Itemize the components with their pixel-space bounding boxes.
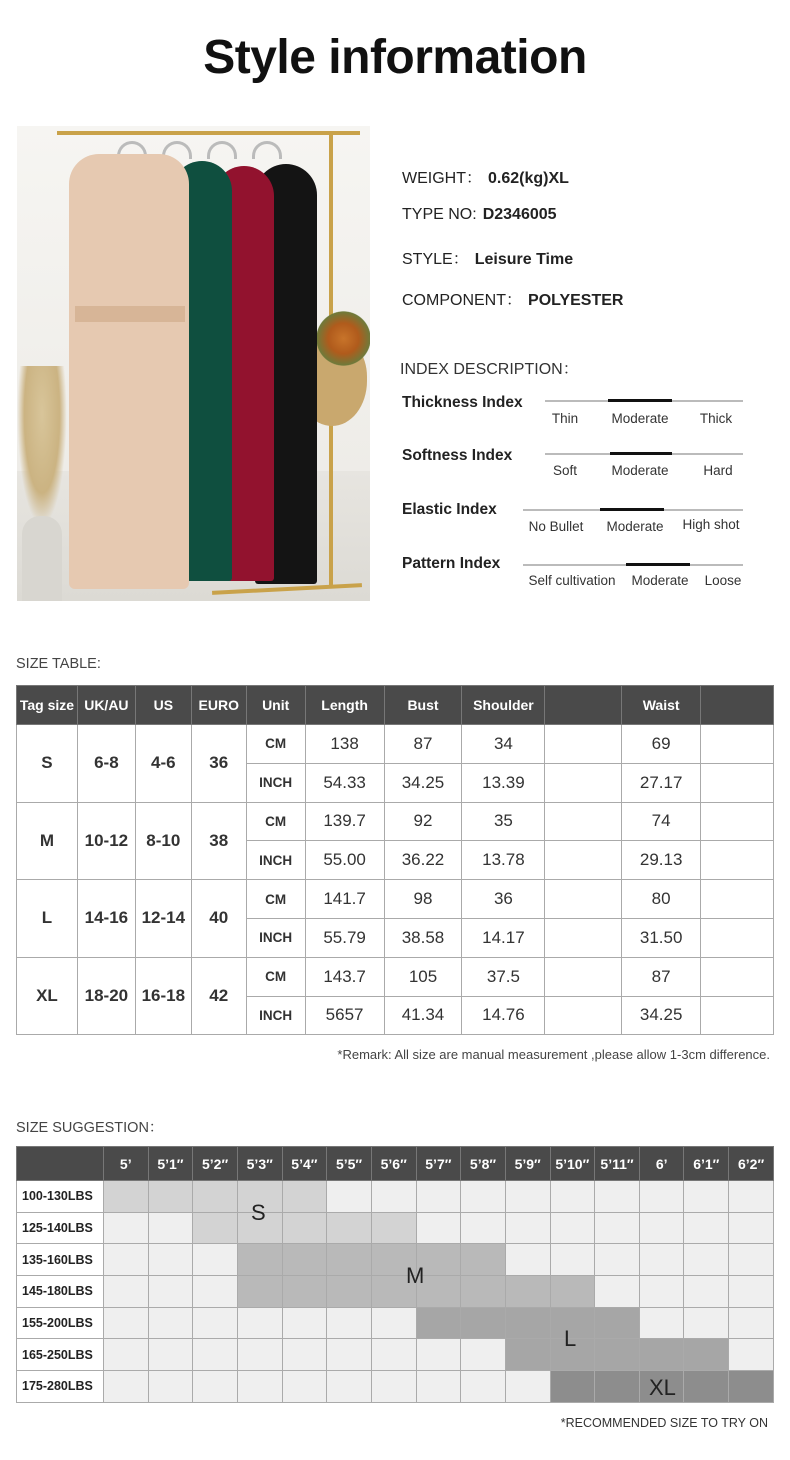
height-header: 6’1″: [684, 1147, 729, 1181]
grid-cell: [505, 1307, 550, 1339]
measure-cell: 98: [384, 880, 462, 919]
grid-cell: [639, 1244, 684, 1276]
unit-cell: INCH: [246, 763, 305, 802]
beige-jumpsuit: [69, 154, 189, 589]
grid-cell: [193, 1244, 238, 1276]
size-table-label: SIZE TABLE:: [16, 656, 101, 672]
grid-cell: [505, 1339, 550, 1371]
grid-cell: [282, 1371, 327, 1403]
us-cell: 4-6: [135, 725, 191, 803]
measure-cell: 14.76: [462, 996, 545, 1035]
header-cell: [701, 686, 774, 725]
measure-cell: 34: [462, 725, 545, 764]
grid-cell: [684, 1339, 729, 1371]
height-header: 5’3″: [237, 1147, 282, 1181]
pattern-option: Loose: [704, 573, 742, 588]
thickness-index-label: Thickness Index: [402, 394, 523, 411]
measure-cell: 38.58: [384, 918, 462, 957]
grid-cell: [282, 1339, 327, 1371]
measure-cell: [545, 880, 622, 919]
euro-cell: 38: [191, 802, 246, 880]
height-header: 5’5″: [327, 1147, 372, 1181]
elastic-option: High shot: [682, 517, 740, 532]
pattern-option: Self cultivation: [528, 573, 616, 588]
height-header: 5’11″: [595, 1147, 640, 1181]
tag-size-cell: L: [17, 880, 78, 958]
grid-cell: [193, 1371, 238, 1403]
weight-row: [17, 1244, 774, 1276]
grid-cell: [193, 1339, 238, 1371]
grid-cell: [595, 1212, 640, 1244]
grid-cell: [148, 1181, 193, 1213]
grid-cell: [237, 1339, 282, 1371]
measure-cell: 87: [384, 725, 462, 764]
grid-cell: [282, 1181, 327, 1213]
measure-cell: 143.7: [305, 957, 384, 996]
measure-cell: 34.25: [622, 996, 701, 1035]
component-row: COMPONENT： POLYESTER: [402, 292, 624, 309]
measure-cell: 34.25: [384, 763, 462, 802]
page-title: Style information: [203, 31, 587, 84]
size-table: [16, 685, 774, 1035]
grid-cell: [595, 1244, 640, 1276]
measure-cell: [545, 918, 622, 957]
height-header: 5’6″: [371, 1147, 416, 1181]
product-photo: [17, 126, 370, 601]
size-suggestion-grid: [16, 1146, 774, 1403]
weight-row: [17, 1339, 774, 1371]
measure-cell: [545, 957, 622, 996]
grid-cell: [327, 1371, 372, 1403]
weight-label: 165-250LBS: [17, 1339, 104, 1371]
euro-cell: 36: [191, 725, 246, 803]
grid-cell: [639, 1276, 684, 1308]
weight-label: 175-280LBS: [17, 1371, 104, 1403]
grid-cell: [148, 1212, 193, 1244]
grid-cell: [461, 1339, 506, 1371]
measure-cell: 87: [622, 957, 701, 996]
grid-cell: [595, 1181, 640, 1213]
elastic-option: No Bullet: [528, 519, 584, 534]
weight-row: [17, 1181, 774, 1213]
measure-cell: [545, 725, 622, 764]
type-no-row: TYPE NO: D2346005: [402, 206, 557, 223]
zone-label-l: L: [564, 1326, 577, 1351]
grid-cell: [193, 1276, 238, 1308]
zone-label-m: M: [406, 1263, 425, 1288]
unit-cell: CM: [246, 802, 305, 841]
grid-cell: [237, 1371, 282, 1403]
grid-cell: [327, 1307, 372, 1339]
uk-au-cell: 18-20: [77, 957, 135, 1035]
grid-cell: [595, 1371, 640, 1403]
measure-cell: [545, 763, 622, 802]
grid-cell: [371, 1307, 416, 1339]
grid-cell: [684, 1244, 729, 1276]
grid-cell: [282, 1244, 327, 1276]
grid-cell: [505, 1276, 550, 1308]
weight-label: 155-200LBS: [17, 1307, 104, 1339]
measure-cell: 37.5: [462, 957, 545, 996]
grid-cell: [505, 1212, 550, 1244]
grid-cell: [595, 1307, 640, 1339]
header-cell: Unit: [246, 686, 305, 725]
recommend-note: *RECOMMENDED SIZE TO TRY ON: [560, 1416, 768, 1430]
grid-cell: [550, 1371, 595, 1403]
measure-cell: 27.17: [622, 763, 701, 802]
height-header: 6’: [639, 1147, 684, 1181]
measure-cell: 55.79: [305, 918, 384, 957]
measure-cell: [701, 763, 774, 802]
unit-cell: CM: [246, 957, 305, 996]
size-row-cm: [17, 725, 774, 764]
grid-cell: [327, 1181, 372, 1213]
weight-row: [17, 1307, 774, 1339]
measure-cell: 139.7: [305, 802, 384, 841]
height-header: 5’10″: [550, 1147, 595, 1181]
grid-cell: [416, 1181, 461, 1213]
grid-cell: [729, 1244, 774, 1276]
measure-cell: 14.17: [462, 918, 545, 957]
measure-cell: 5657: [305, 996, 384, 1035]
uk-au-cell: 14-16: [77, 880, 135, 958]
corner-cell: [17, 1147, 104, 1181]
pattern-option: Moderate: [631, 573, 689, 588]
measure-cell: 54.33: [305, 763, 384, 802]
measure-cell: 74: [622, 802, 701, 841]
elastic-index-label: Elastic Index: [402, 501, 497, 518]
grid-cell: [461, 1371, 506, 1403]
weight-label: 135-160LBS: [17, 1244, 104, 1276]
measure-cell: 35: [462, 802, 545, 841]
grid-cell: [505, 1244, 550, 1276]
us-cell: 8-10: [135, 802, 191, 880]
size-suggestion-label: SIZE SUGGESTION：: [16, 1120, 164, 1136]
measure-cell: [701, 880, 774, 919]
grid-cell: [729, 1212, 774, 1244]
measure-cell: 41.34: [384, 996, 462, 1035]
grid-cell: [327, 1339, 372, 1371]
grid-cell: [371, 1181, 416, 1213]
grid-cell: [550, 1244, 595, 1276]
grid-cell: [371, 1339, 416, 1371]
grid-cell: [371, 1212, 416, 1244]
measure-cell: 138: [305, 725, 384, 764]
measure-cell: [701, 802, 774, 841]
weight-label: 100-130LBS: [17, 1181, 104, 1213]
grid-cell: [103, 1212, 148, 1244]
grid-cell: [595, 1276, 640, 1308]
softness-option: Hard: [703, 463, 733, 478]
measure-cell: 36.22: [384, 841, 462, 880]
grid-cell: [327, 1212, 372, 1244]
measure-cell: 13.78: [462, 841, 545, 880]
grid-cell: [193, 1307, 238, 1339]
softness-option: Moderate: [611, 463, 669, 478]
grid-cell: [416, 1339, 461, 1371]
measure-cell: [701, 725, 774, 764]
grid-cell: [684, 1371, 729, 1403]
grid-cell: [729, 1307, 774, 1339]
thickness-option: Thin: [551, 411, 579, 426]
uk-au-cell: 10-12: [77, 802, 135, 880]
grid-cell: [282, 1307, 327, 1339]
grid-cell: [416, 1371, 461, 1403]
grid-cell: [684, 1276, 729, 1308]
grid-cell: [148, 1276, 193, 1308]
unit-cell: CM: [246, 880, 305, 919]
unit-cell: INCH: [246, 841, 305, 880]
height-header: 5’1″: [148, 1147, 193, 1181]
grid-cell: [148, 1371, 193, 1403]
height-header: 5’7″: [416, 1147, 461, 1181]
grid-cell: [193, 1181, 238, 1213]
weight-row: WEIGHT： 0.62(kg)XL: [402, 170, 569, 187]
height-header: 5’: [103, 1147, 148, 1181]
grid-cell: [148, 1244, 193, 1276]
elastic-selected-marker: [600, 508, 664, 511]
measure-cell: [701, 841, 774, 880]
measure-cell: 80: [622, 880, 701, 919]
us-cell: 12-14: [135, 880, 191, 958]
measure-cell: 29.13: [622, 841, 701, 880]
grid-cell: [595, 1339, 640, 1371]
softness-selected-marker: [610, 452, 672, 455]
grid-cell: [103, 1276, 148, 1308]
grid-cell: [639, 1307, 684, 1339]
grid-cell: [103, 1307, 148, 1339]
grid-cell: [148, 1339, 193, 1371]
grid-cell: [416, 1212, 461, 1244]
measure-cell: 141.7: [305, 880, 384, 919]
size-table-header: [17, 686, 774, 725]
height-header: 5’8″: [461, 1147, 506, 1181]
height-header: 6’2″: [729, 1147, 774, 1181]
header-cell: US: [135, 686, 191, 725]
grid-cell: [327, 1276, 372, 1308]
softness-option: Soft: [552, 463, 577, 478]
height-header-row: [17, 1147, 774, 1181]
zone-label-s: S: [251, 1200, 266, 1225]
grid-cell: [729, 1181, 774, 1213]
measure-cell: [701, 918, 774, 957]
thickness-option: Moderate: [611, 411, 669, 426]
grid-cell: [550, 1181, 595, 1213]
grid-cell: [684, 1181, 729, 1213]
thickness-selected-marker: [608, 399, 672, 402]
header-cell: EURO: [191, 686, 246, 725]
header-cell: Tag size: [17, 686, 78, 725]
grid-cell: [416, 1307, 461, 1339]
grid-cell: [729, 1276, 774, 1308]
grid-cell: [103, 1244, 148, 1276]
size-row-cm: [17, 802, 774, 841]
grid-cell: [148, 1307, 193, 1339]
unit-cell: INCH: [246, 996, 305, 1035]
weight-row: [17, 1276, 774, 1308]
size-row-cm: [17, 880, 774, 919]
header-cell: Shoulder: [462, 686, 545, 725]
height-header: 5’9″: [505, 1147, 550, 1181]
pattern-selected-marker: [626, 563, 690, 566]
header-cell: UK/AU: [77, 686, 135, 725]
weight-label: 125-140LBS: [17, 1212, 104, 1244]
header-cell: Length: [305, 686, 384, 725]
grid-cell: [282, 1276, 327, 1308]
remark-note: *Remark: All size are manual measurement ,please allow 1-3cm difference.: [337, 1047, 770, 1062]
size-row-cm: [17, 957, 774, 996]
grid-cell: [461, 1244, 506, 1276]
style-row: STYLE： Leisure Time: [402, 251, 574, 268]
header-cell: Bust: [384, 686, 462, 725]
grid-cell: [327, 1244, 372, 1276]
grid-cell: [461, 1276, 506, 1308]
measure-cell: 92: [384, 802, 462, 841]
grid-cell: [371, 1371, 416, 1403]
us-cell: 16-18: [135, 957, 191, 1035]
grid-cell: [461, 1307, 506, 1339]
height-header: 5’4″: [282, 1147, 327, 1181]
softness-index-label: Softness Index: [402, 447, 513, 464]
weight-label: 145-180LBS: [17, 1276, 104, 1308]
unit-cell: CM: [246, 725, 305, 764]
tag-size-cell: S: [17, 725, 78, 803]
grid-cell: [461, 1181, 506, 1213]
grid-cell: [103, 1371, 148, 1403]
grid-cell: [237, 1244, 282, 1276]
grid-cell: [684, 1307, 729, 1339]
tag-size-cell: M: [17, 802, 78, 880]
uk-au-cell: 6-8: [77, 725, 135, 803]
grid-cell: [505, 1181, 550, 1213]
zone-label-xl: XL: [649, 1375, 676, 1400]
grid-cell: [505, 1371, 550, 1403]
height-header: 5’2″: [193, 1147, 238, 1181]
grid-cell: [550, 1212, 595, 1244]
grid-cell: [103, 1339, 148, 1371]
unit-cell: INCH: [246, 918, 305, 957]
grid-cell: [729, 1339, 774, 1371]
measure-cell: 69: [622, 725, 701, 764]
weight-row: [17, 1212, 774, 1244]
grid-cell: [639, 1212, 684, 1244]
measure-cell: 36: [462, 880, 545, 919]
grid-cell: [550, 1276, 595, 1308]
elastic-option: Moderate: [606, 519, 664, 534]
grid-cell: [237, 1307, 282, 1339]
pattern-index-label: Pattern Index: [402, 555, 501, 572]
grid-cell: [282, 1212, 327, 1244]
grid-cell: [103, 1181, 148, 1213]
thickness-option: Thick: [699, 411, 733, 426]
euro-cell: 42: [191, 957, 246, 1035]
grid-cell: [237, 1276, 282, 1308]
measure-cell: 13.39: [462, 763, 545, 802]
index-description-title: INDEX DESCRIPTION：: [400, 361, 579, 378]
header-cell: Waist: [622, 686, 701, 725]
measure-cell: 105: [384, 957, 462, 996]
measure-cell: 55.00: [305, 841, 384, 880]
measure-cell: [545, 802, 622, 841]
euro-cell: 40: [191, 880, 246, 958]
grid-cell: [461, 1212, 506, 1244]
tag-size-cell: XL: [17, 957, 78, 1035]
grid-cell: [193, 1212, 238, 1244]
measure-cell: [545, 996, 622, 1035]
measure-cell: [701, 996, 774, 1035]
grid-cell: [684, 1212, 729, 1244]
measure-cell: 31.50: [622, 918, 701, 957]
grid-cell: [639, 1181, 684, 1213]
grid-cell: [639, 1339, 684, 1371]
header-cell: [545, 686, 622, 725]
grid-cell: [729, 1371, 774, 1403]
measure-cell: [545, 841, 622, 880]
measure-cell: [701, 957, 774, 996]
